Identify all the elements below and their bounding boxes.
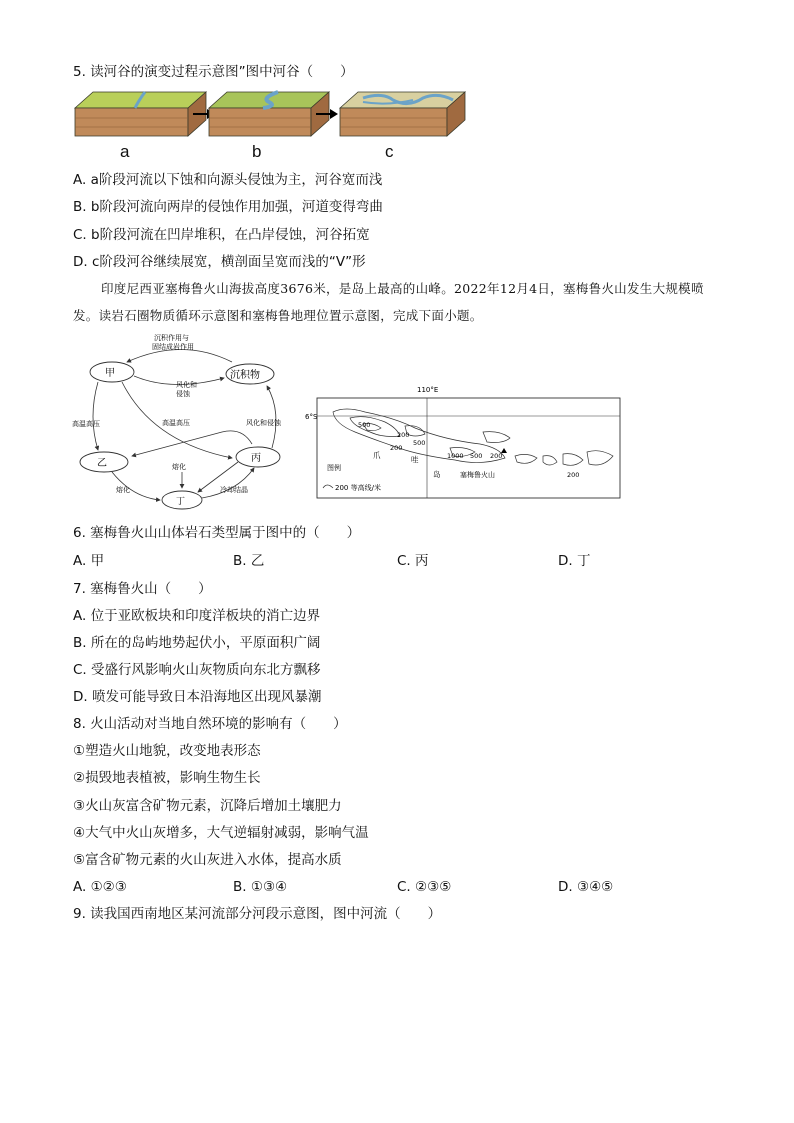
label-erosion: 侵蚀 xyxy=(176,390,190,398)
q8-item-4: ④大气中火山灰增多，大气逆辐射减弱，影响气温 xyxy=(73,825,369,841)
node-yi-label: 乙 xyxy=(97,458,107,469)
contour-label: 1000 xyxy=(447,452,464,460)
label-melting-mid: 熔化 xyxy=(172,463,186,471)
valley-block-b xyxy=(209,92,329,136)
volcano-label: 塞梅鲁火山 xyxy=(460,471,495,479)
contour-label: 200 xyxy=(397,431,410,439)
contour-label: 200 xyxy=(567,471,580,479)
node-ding-label: 丁 xyxy=(176,497,186,507)
map-lon-label: 110°E xyxy=(417,386,439,394)
contour-label: 500 xyxy=(413,439,426,447)
q8-stem: 8. 火山活动对当地自然环境的影响有（ ） xyxy=(73,716,347,732)
legend-title: 图例 xyxy=(327,464,341,472)
contour-label: 200 xyxy=(390,444,403,452)
legend-item: 200 等高线/米 xyxy=(335,484,381,492)
q6-option-d: D. 丁 xyxy=(558,553,591,569)
valley-block-c xyxy=(340,92,465,136)
q5-option-b: B. b阶段河流向两岸的侵蚀作用加强，河道变得弯曲 xyxy=(73,199,383,215)
node-bing-label: 丙 xyxy=(251,453,261,464)
island-char-1: 爪 xyxy=(373,451,381,460)
valley-block-a xyxy=(75,92,206,136)
q5-option-c: C. b阶段河流在凹岸堆积，在凸岸侵蚀，河谷拓宽 xyxy=(73,227,370,243)
q7-stem: 7. 塞梅鲁火山（ ） xyxy=(73,581,212,597)
q8-option-a: A. ①②③ xyxy=(73,879,127,895)
rock-cycle-diagram xyxy=(72,332,302,512)
label-hp-left: 高温高压 xyxy=(72,420,100,428)
island-char-3: 岛 xyxy=(433,470,441,479)
label-sedimentation: 沉积作用与 xyxy=(154,334,189,342)
passage: 印度尼西亚塞梅鲁火山海拔高度3676米，是岛上最高的山峰。2022年12月4日，塞梅鲁火山发生大规模喷发。读岩石圈物质循环示意图和塞梅鲁地理位置示意图，完成下面小题。 xyxy=(73,281,704,323)
valley-evolution-figure xyxy=(73,90,473,140)
q8-option-c: C. ②③⑤ xyxy=(397,879,452,895)
label-cooling: 冷却结晶 xyxy=(220,486,248,494)
semeru-location-map xyxy=(305,382,625,502)
q6-option-b: B. 乙 xyxy=(233,553,265,569)
q7-option-d: D. 喷发可能导致日本沿海地区出现风暴潮 xyxy=(73,689,322,705)
node-jia-label: 甲 xyxy=(105,368,115,379)
q5-option-a: A. a阶段河流以下蚀和向源头侵蚀为主，河谷宽而浅 xyxy=(73,172,383,188)
label-weathering-right: 风化和侵蚀 xyxy=(246,419,281,427)
contour-label: 500 xyxy=(358,421,371,429)
stage-label-b: b xyxy=(252,142,262,161)
q9-stem: 9. 读我国西南地区某河流部分河段示意图，图中河流（ ） xyxy=(73,906,442,922)
map-lat-label: 6°S xyxy=(305,413,318,421)
q7-option-c: C. 受盛行风影响火山灰物质向东北方飘移 xyxy=(73,662,321,678)
q7-option-b: B. 所在的岛屿地势起伏小，平原面积广阔 xyxy=(73,635,321,651)
island-char-2: 哇 xyxy=(411,455,419,464)
q8-item-2: ②损毁地表植被，影响生物生长 xyxy=(73,770,261,786)
q6-option-a: A. 甲 xyxy=(73,553,105,569)
q6-option-c: C. 丙 xyxy=(397,553,429,569)
q8-option-d: D. ③④⑤ xyxy=(558,879,614,895)
stage-label-c: c xyxy=(385,142,394,161)
q7-option-a: A. 位于亚欧板块和印度洋板块的消亡边界 xyxy=(73,608,321,624)
q8-item-3: ③火山灰富含矿物元素，沉降后增加土壤肥力 xyxy=(73,798,342,814)
q5-stem: 5. 读河谷的演变过程示意图”图中河谷（ ） xyxy=(73,64,354,80)
label-consolidation: 固结成岩作用 xyxy=(152,343,194,351)
q6-stem: 6. 塞梅鲁火山山体岩石类型属于图中的（ ） xyxy=(73,525,361,541)
q8-item-5: ⑤富含矿物元素的火山灰进入水体，提高水质 xyxy=(73,852,342,868)
q8-item-1: ①塑造火山地貌，改变地表形态 xyxy=(73,743,261,759)
q5-option-d: D. c阶段河谷继续展宽，横剖面呈宽而浅的“V”形 xyxy=(73,254,366,270)
label-melting-left: 熔化 xyxy=(116,486,130,494)
stage-label-a: a xyxy=(120,142,130,161)
q8-option-b: B. ①③④ xyxy=(233,879,288,895)
contour-label: 200 xyxy=(490,452,503,460)
node-sediment-label: 沉积物 xyxy=(230,370,260,381)
label-hp-mid: 高温高压 xyxy=(162,419,190,427)
contour-label: 500 xyxy=(470,452,483,460)
label-weathering: 风化和 xyxy=(176,381,197,389)
